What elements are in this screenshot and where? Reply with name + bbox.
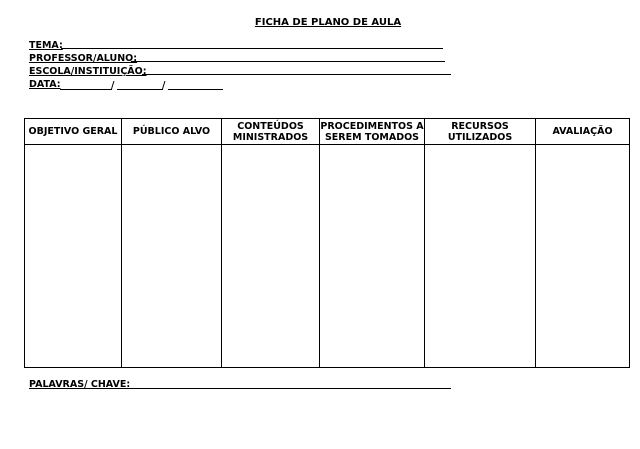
data-label: DATA:: [29, 79, 61, 90]
tema-label: TEMA:: [29, 40, 63, 51]
date-year-line[interactable]: [168, 89, 223, 90]
cell-avaliacao[interactable]: [536, 145, 630, 368]
cell-procedimentos[interactable]: [320, 145, 425, 368]
table-row: [25, 145, 630, 368]
header-objetivo-geral: OBJETIVO GERAL: [25, 119, 122, 145]
professor-label: PROFESSOR/ALUNO:: [29, 53, 138, 64]
escola-label: ESCOLA/INSTITUIÇÃO:: [29, 66, 147, 77]
header-avaliacao: AVALIAÇÃO: [536, 119, 630, 145]
tema-input-line[interactable]: [61, 48, 443, 49]
date-separator: /: [162, 80, 166, 91]
keywords-label: PALAVRAS/ CHAVE:: [29, 379, 131, 390]
date-month-line[interactable]: [117, 89, 163, 90]
professor-input-line[interactable]: [131, 61, 445, 62]
date-day-line[interactable]: [60, 89, 112, 90]
page-title: FICHA DE PLANO DE AULA: [254, 17, 402, 28]
escola-input-line[interactable]: [142, 74, 451, 75]
header-recursos-utilizados: RECURSOS UTILIZADOS: [425, 119, 536, 145]
header-publico-alvo: PÚBLICO ALVO: [122, 119, 222, 145]
keywords-input-line[interactable]: [127, 388, 451, 389]
header-procedimentos: PROCEDIMENTOS A SEREM TOMADOS: [320, 120, 424, 143]
cell-recursos-utilizados[interactable]: [425, 145, 536, 368]
table-header-row: [25, 119, 630, 145]
lesson-plan-table: [24, 118, 630, 368]
cell-publico-alvo[interactable]: [122, 145, 222, 368]
cell-conteudos-ministrados[interactable]: [222, 145, 320, 368]
date-separator: /: [111, 80, 115, 91]
cell-objetivo-geral[interactable]: [25, 145, 122, 368]
header-conteudos-ministrados: CONTEÚDOS MINISTRADOS: [222, 119, 320, 145]
